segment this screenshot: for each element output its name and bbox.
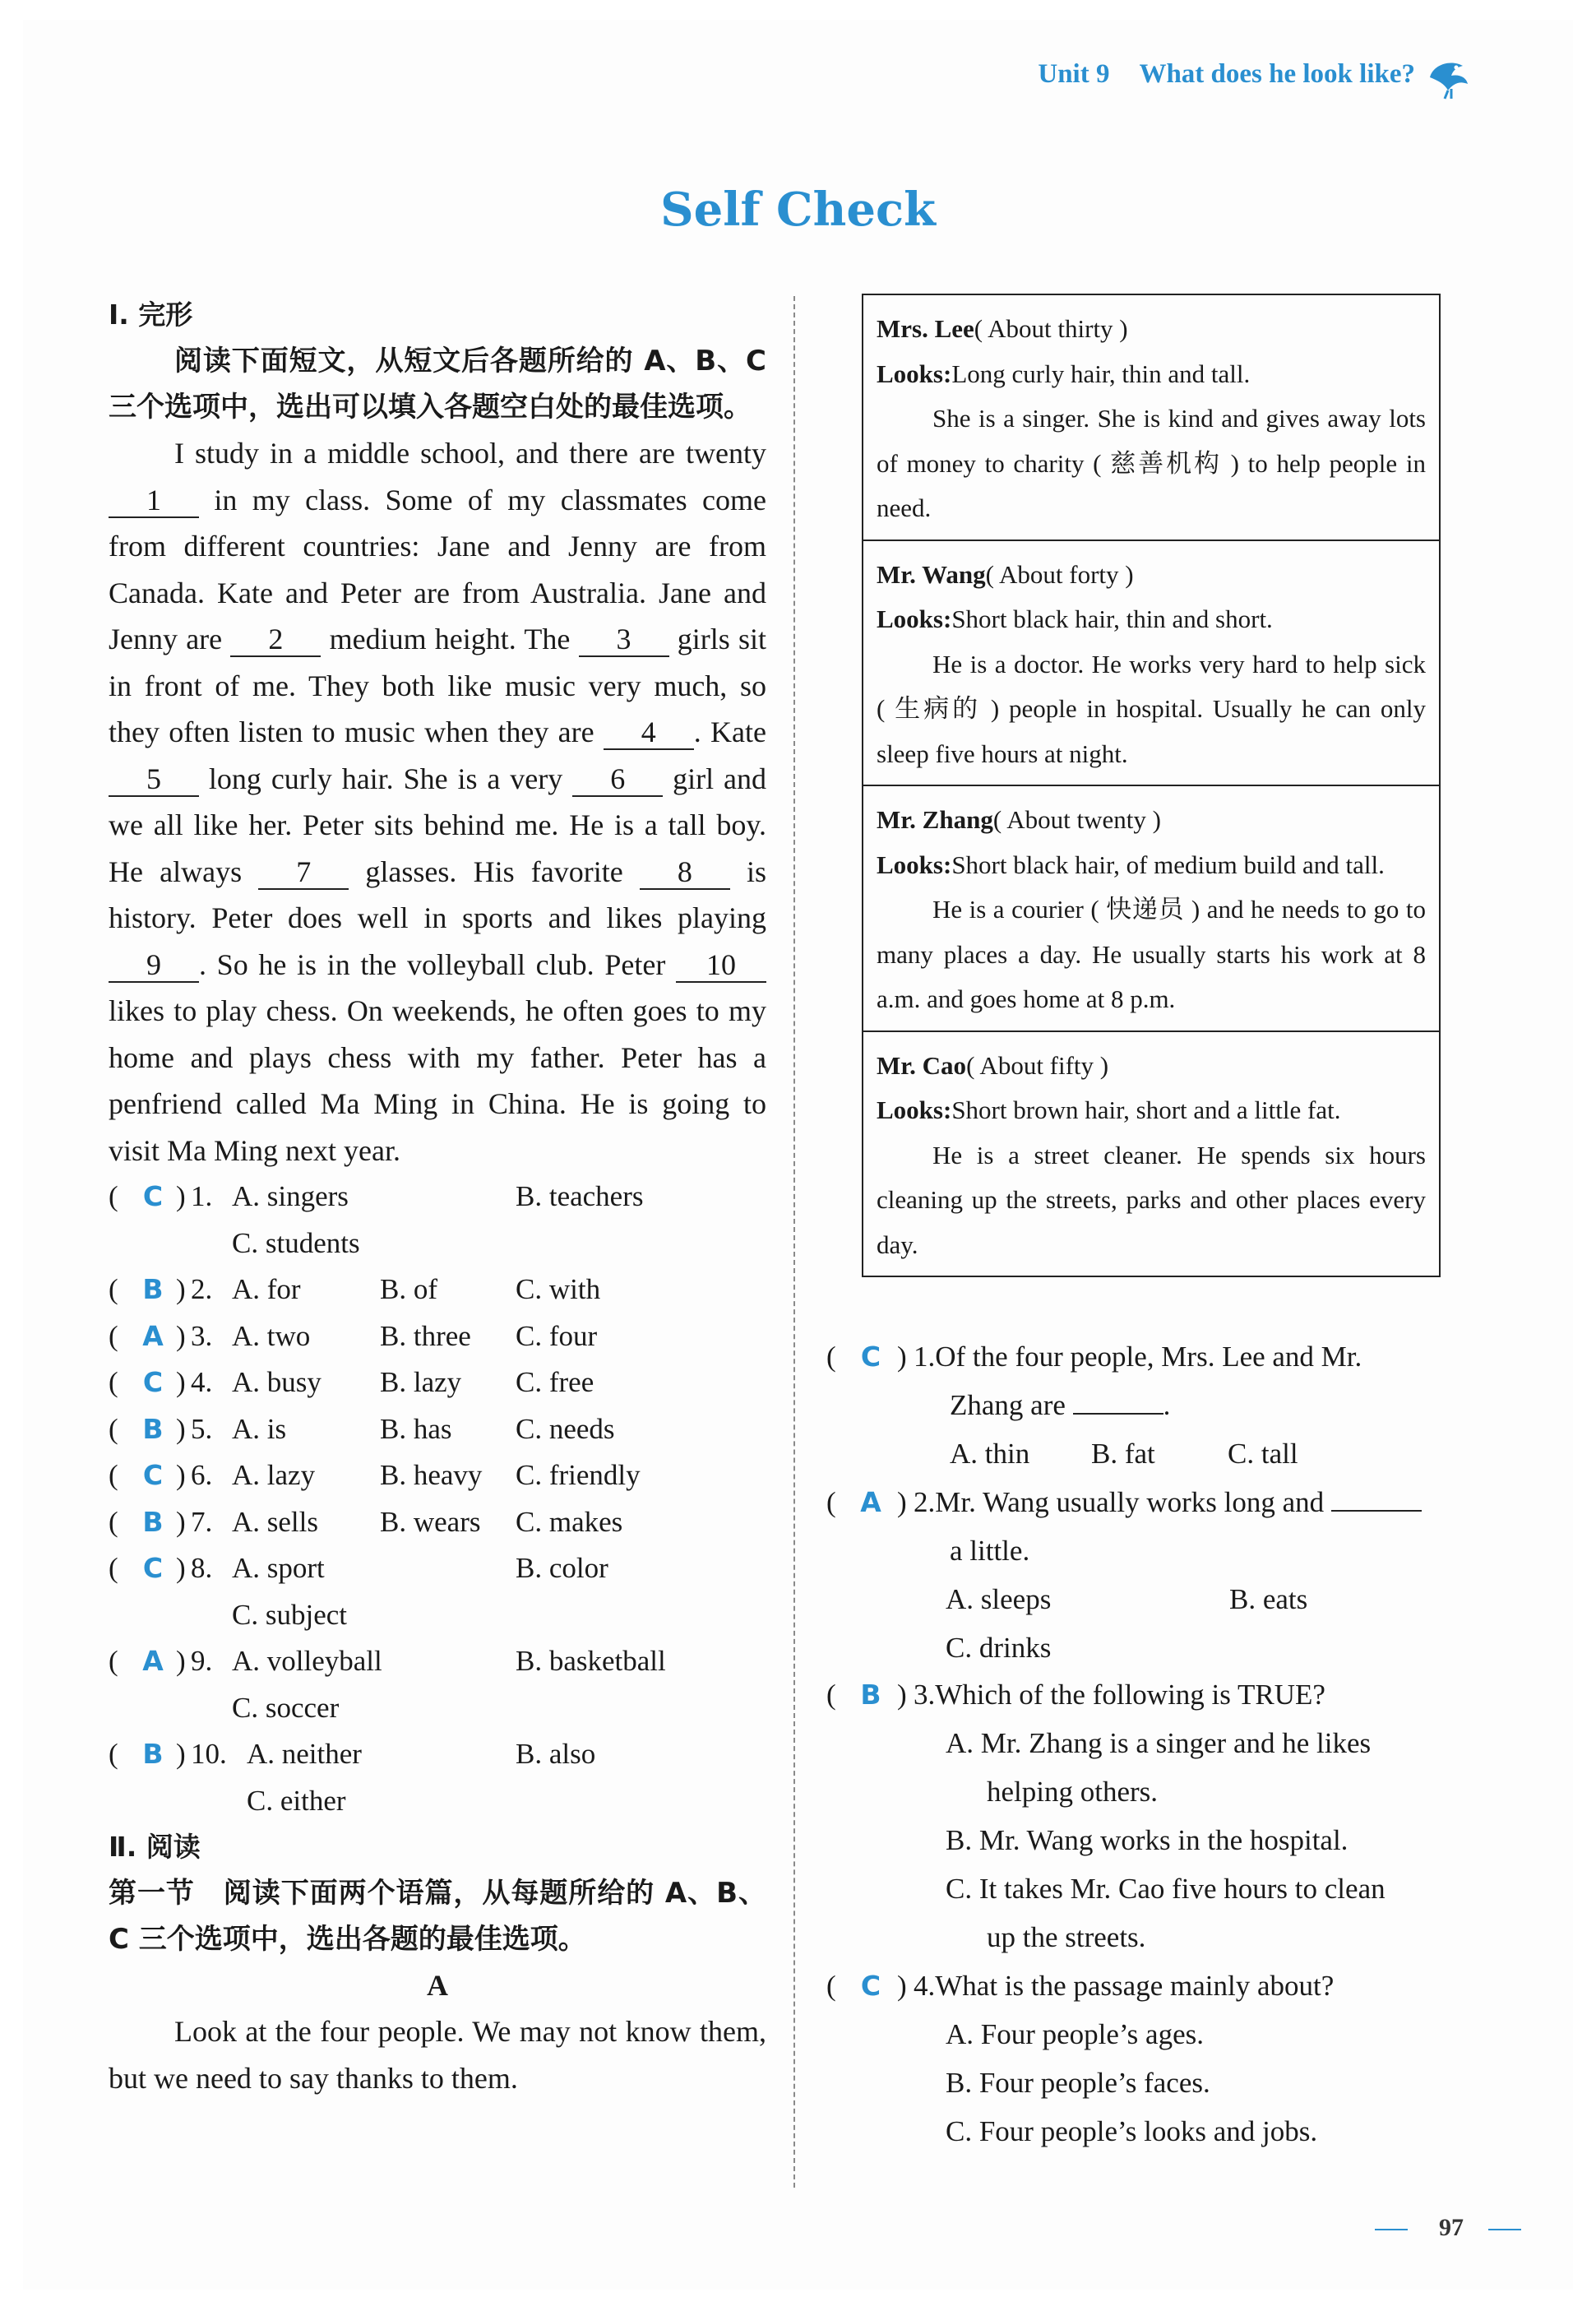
paren-close: ) xyxy=(176,1366,186,1398)
blank-9: 9 xyxy=(109,948,199,983)
option-b: B. has xyxy=(380,1412,452,1445)
paren-close: ) xyxy=(176,1645,186,1677)
question-number: 10. xyxy=(191,1738,227,1770)
person-name: Mr. Zhang xyxy=(877,805,993,834)
running-header xyxy=(1038,59,1415,90)
option: C. It takes Mr. Cao five hours to clean xyxy=(946,1873,1386,1905)
cloze-question-cont xyxy=(109,1685,766,1732)
option-c: C. needs xyxy=(516,1412,615,1445)
answer-mark: C xyxy=(860,1970,881,2002)
person-cell xyxy=(863,295,1439,541)
person-age: ( About forty ) xyxy=(985,559,1134,589)
option-c: C. either xyxy=(247,1784,346,1817)
cloze-question-cont xyxy=(109,1592,766,1639)
option-a: A. two xyxy=(232,1319,311,1352)
people-table xyxy=(862,294,1441,1277)
option-a: A. lazy xyxy=(232,1459,316,1491)
person-looks: Long curly hair, thin and tall. xyxy=(951,359,1251,388)
paren-open: ( xyxy=(109,1738,118,1770)
question-line-2: Zhang are . xyxy=(950,1389,1171,1421)
option-a: A. is xyxy=(232,1412,287,1445)
option: B. Four people’s faces. xyxy=(946,2067,1210,2099)
section-heading-cloze: Ⅰ. 完形 xyxy=(109,299,193,331)
answer-mark: A xyxy=(142,1319,164,1352)
person-looks: Short black hair, of medium build and tall. xyxy=(951,850,1385,879)
option-a: A. neither xyxy=(247,1738,362,1770)
page-title: Self Check xyxy=(660,183,936,237)
option-c: C. friendly xyxy=(516,1459,641,1491)
question-text xyxy=(914,1332,1481,1381)
option: A. thin xyxy=(950,1438,1030,1470)
paren-close: ) xyxy=(176,1459,186,1491)
cloze-question xyxy=(109,1313,766,1360)
option-a: A. busy xyxy=(232,1366,322,1398)
question-number: 1. xyxy=(191,1180,213,1212)
person-cell xyxy=(863,1032,1439,1276)
reading-instruction: 第一节 阅读下面两个语篇，从每题所给的 A、B、C 三个选项中，选出各题的最佳选项。 xyxy=(109,1877,766,1956)
question-number: 8. xyxy=(191,1552,213,1584)
option-b: B. color xyxy=(516,1552,608,1584)
looks-label: Looks: xyxy=(877,850,952,879)
paren-close: ) xyxy=(176,1738,186,1770)
option-c: C. four xyxy=(516,1319,598,1352)
option-b: B. of xyxy=(380,1273,437,1305)
person-name: Mrs. Lee xyxy=(877,314,974,343)
option: C. drinks xyxy=(946,1632,1052,1664)
cloze-question-list xyxy=(109,1174,766,1824)
option-a: A. for xyxy=(232,1273,301,1305)
paren-open: ( xyxy=(826,1970,836,2002)
paren-close: ) xyxy=(897,1341,907,1373)
person-description: He is a courier ( 快递员 ) and he needs to go to many places a day. He usually starts his work at 8 a.m. and goes home at 8 p.m. xyxy=(877,895,1426,1013)
cloze-question-cont xyxy=(109,1220,766,1267)
person-cell xyxy=(863,541,1439,787)
paren-open: ( xyxy=(109,1645,118,1677)
option: B. Mr. Wang works in the hospital. xyxy=(946,1824,1349,1856)
question-number: 3. xyxy=(191,1319,213,1352)
cloze-passage: I study in a middle school, and there are twenty 1 in my class. Some of my classmates come from different countries: Jane and Jenny are from Canada. Kate and Peter are from Australia. Jane and Jenny are 2 medium height. The 3 girls sit in front of me. They both like music very much, so they often listen to music when they are 4 . Kate 5 long curly hair. She is a very 6 girl and we all like her. Peter sits behind me. He is a tall boy. He always 7 glasses. His favorite 8 is history. Peter does well in sports and likes playing 9 . So he is in the volleyball club. Peter 10 likes to play chess. On weekends, he often goes to my home and plays chess with my father. Peter has a penfriend called Ma Ming in China. He is going to visit Ma Ming next year. xyxy=(109,437,766,1167)
answer-mark: B xyxy=(142,1505,164,1538)
question-line: What is the passage mainly about? xyxy=(935,1970,1335,2002)
answer-mark: B xyxy=(142,1273,164,1305)
passage-label: A xyxy=(427,1969,448,2002)
person-description: She is a singer. She is kind and gives away lots of money to charity ( 慈善机构 ) to help people in need. xyxy=(877,404,1426,522)
option: C. Four people’s looks and jobs. xyxy=(946,2115,1318,2147)
person-cell xyxy=(863,786,1439,1032)
paren-close: ) xyxy=(176,1273,186,1305)
paren-open: ( xyxy=(109,1505,118,1538)
blank-7: 7 xyxy=(258,855,349,890)
question-line: Mr. Wang usually works long and xyxy=(935,1486,1325,1518)
paren-close: ) xyxy=(897,1679,907,1711)
person-name: Mr. Wang xyxy=(877,559,986,589)
unit-label: Unit 9 xyxy=(1038,59,1110,89)
section-heading-reading: Ⅱ. 阅读 xyxy=(109,1831,201,1863)
option-c: C. free xyxy=(516,1366,594,1398)
question-number: 5. xyxy=(191,1412,213,1445)
blank-5: 5 xyxy=(109,762,199,797)
question-line: Which of the following is TRUE? xyxy=(935,1679,1325,1711)
cloze-question xyxy=(109,1267,766,1313)
paren-open: ( xyxy=(109,1412,118,1445)
option-a: A. singers xyxy=(232,1180,349,1212)
person-looks: Short black hair, thin and short. xyxy=(951,604,1273,633)
option-c: C. subject xyxy=(232,1598,347,1631)
blank-10: 10 xyxy=(676,948,766,983)
paren-close: ) xyxy=(897,1970,907,2002)
answer-mark: C xyxy=(142,1366,164,1398)
person-description: He is a street cleaner. He spends six hours cleaning up the streets, parks and other places every day. xyxy=(877,1140,1426,1259)
reading-intro: Look at the four people. We may not know them, but we need to say thanks to them. xyxy=(109,2015,766,2095)
cloze-question-cont xyxy=(109,1778,766,1825)
person-age: ( About fifty ) xyxy=(966,1050,1109,1080)
cloze-question xyxy=(109,1359,766,1406)
answer-blank xyxy=(1073,1413,1163,1415)
cloze-question xyxy=(109,1638,766,1685)
page-number: 97 xyxy=(1439,2214,1464,2241)
option-c: C. soccer xyxy=(232,1691,340,1724)
question-number: 7. xyxy=(191,1505,213,1538)
looks-label: Looks: xyxy=(877,1095,952,1124)
cloze-question xyxy=(109,1406,766,1453)
bird-logo-icon xyxy=(1423,53,1473,102)
paren-close: ) xyxy=(897,1486,907,1518)
blank-3: 3 xyxy=(579,623,669,657)
option-c: C. students xyxy=(232,1226,360,1259)
option: A. sleeps xyxy=(946,1583,1052,1615)
answer-mark: B xyxy=(142,1412,164,1445)
answer-mark: B xyxy=(142,1738,164,1770)
cloze-question xyxy=(109,1731,766,1778)
paren-open: ( xyxy=(109,1273,118,1305)
answer-mark: A xyxy=(860,1486,881,1518)
looks-label: Looks: xyxy=(877,604,952,633)
question-text xyxy=(914,1670,1481,1719)
answer-mark: C xyxy=(142,1180,164,1212)
paren-close: ) xyxy=(176,1180,186,1212)
paren-open: ( xyxy=(109,1180,118,1212)
option-a: A. sport xyxy=(232,1552,325,1584)
option-b: B. basketball xyxy=(516,1645,666,1677)
blank-1: 1 xyxy=(109,484,199,518)
blank-4: 4 xyxy=(604,716,694,750)
option: B. fat xyxy=(1091,1438,1155,1470)
paren-open: ( xyxy=(109,1459,118,1491)
person-description: He is a doctor. He works very hard to help sick ( 生病的 ) people in hospital. Usually he can only sleep five hours at night. xyxy=(877,649,1426,768)
blank-8: 8 xyxy=(640,855,730,890)
left-column xyxy=(109,292,766,2101)
question-number: 4. xyxy=(914,1970,936,2002)
option: B. eats xyxy=(1229,1583,1308,1615)
option-b: B. lazy xyxy=(380,1366,462,1398)
option-b: B. wears xyxy=(380,1505,481,1538)
answer-mark: C xyxy=(142,1459,164,1491)
option-a: A. sells xyxy=(232,1505,318,1538)
cloze-question xyxy=(109,1452,766,1499)
option: A. Mr. Zhang is a singer and he likes xyxy=(946,1727,1372,1759)
question-number: 1. xyxy=(914,1341,936,1373)
question-line: Of the four people, Mrs. Lee and Mr. xyxy=(935,1341,1362,1373)
column-divider xyxy=(793,296,795,2188)
question-number: 2. xyxy=(191,1273,213,1305)
paren-open: ( xyxy=(109,1366,118,1398)
looks-label: Looks: xyxy=(877,359,952,388)
option: helping others. xyxy=(987,1776,1159,1808)
answer-mark: A xyxy=(142,1645,164,1677)
option: A. Four people’s ages. xyxy=(946,2018,1204,2050)
answer-mark: C xyxy=(860,1341,881,1373)
question-line-2: a little. xyxy=(950,1535,1030,1567)
person-looks: Short brown hair, short and a little fat. xyxy=(951,1095,1341,1124)
option-c: C. with xyxy=(516,1273,601,1305)
answer-blank xyxy=(1331,1510,1422,1512)
person-age: ( About twenty ) xyxy=(992,805,1161,834)
paren-open: ( xyxy=(826,1341,836,1373)
option-a: A. volleyball xyxy=(232,1645,382,1677)
person-age: ( About thirty ) xyxy=(974,314,1128,343)
option-b: B. also xyxy=(516,1738,596,1770)
person-name: Mr. Cao xyxy=(877,1050,967,1080)
paren-close: ) xyxy=(176,1319,186,1352)
paren-open: ( xyxy=(109,1552,118,1584)
cloze-instruction: 阅读下面短文，从短文后各题所给的 A、B、C 三个选项中，选出可以填入各题空白处的最佳选项。 xyxy=(109,345,766,424)
paren-open: ( xyxy=(109,1319,118,1352)
paren-close: ) xyxy=(176,1552,186,1584)
paren-close: ) xyxy=(176,1412,186,1445)
cloze-question xyxy=(109,1499,766,1546)
question-text xyxy=(914,1961,1481,2010)
cloze-question xyxy=(109,1545,766,1592)
question-number: 2. xyxy=(914,1486,936,1518)
unit-title: What does he look like? xyxy=(1139,59,1415,89)
option: up the streets. xyxy=(987,1921,1146,1953)
option-c: C. makes xyxy=(516,1505,623,1538)
answer-mark: C xyxy=(142,1552,164,1584)
paren-open: ( xyxy=(826,1679,836,1711)
blank-6: 6 xyxy=(572,762,663,797)
question-number: 3. xyxy=(914,1679,936,1711)
question-text xyxy=(914,1478,1481,1526)
paren-open: ( xyxy=(826,1486,836,1518)
option-b: B. heavy xyxy=(380,1459,483,1491)
option: C. tall xyxy=(1228,1438,1298,1470)
blank-2: 2 xyxy=(230,623,321,657)
option-b: B. teachers xyxy=(516,1180,644,1212)
question-number: 6. xyxy=(191,1459,213,1491)
answer-mark: B xyxy=(860,1679,881,1711)
question-number: 9. xyxy=(191,1645,213,1677)
option-b: B. three xyxy=(380,1319,471,1352)
question-number: 4. xyxy=(191,1366,213,1398)
cloze-question xyxy=(109,1174,766,1220)
paren-close: ) xyxy=(176,1505,186,1538)
